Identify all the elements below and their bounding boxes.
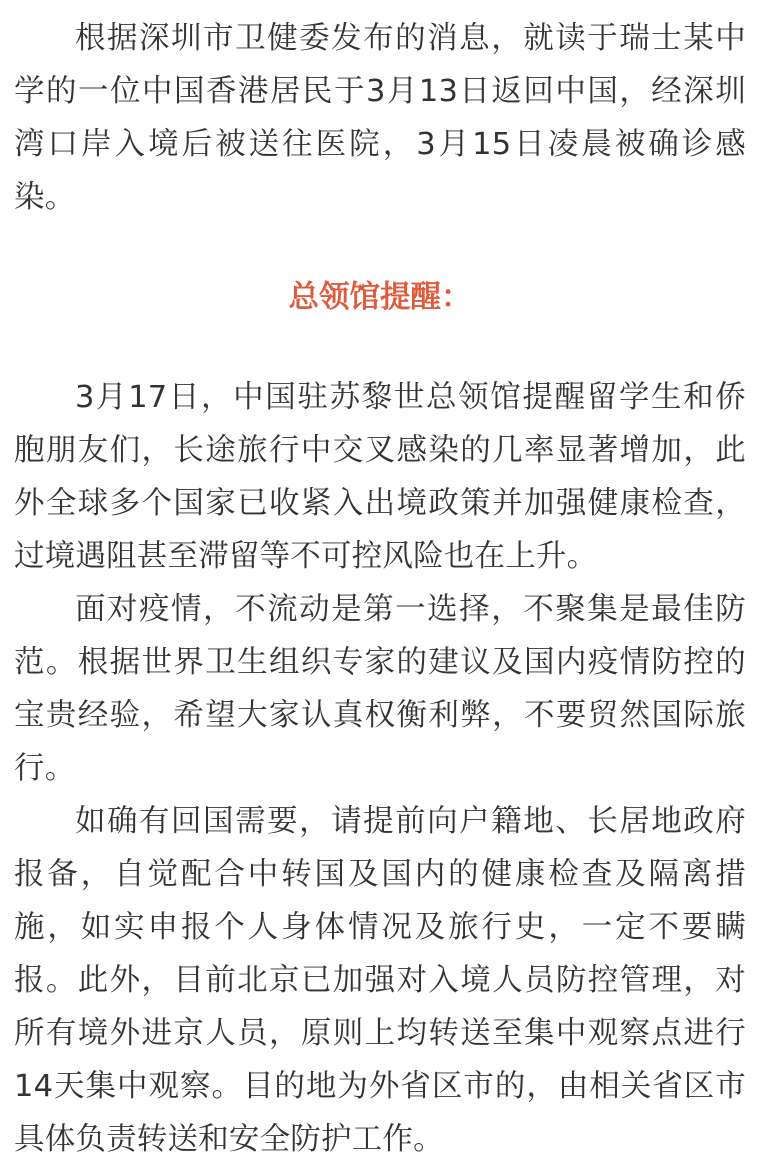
paragraph-travel-advice: 面对疫情，不流动是第一选择，不聚集是最佳防范。根据世界卫生组织专家的建议及国内疫情防控的宝贵经验，希望大家认真权衡利弊，不要贸然国际旅行。 (14, 592, 746, 786)
article-body (14, 0, 746, 1166)
section-heading-consulate-reminder: 总领馆提醒： (288, 280, 472, 315)
paragraph-return-requirements: 如确有回国需要，请提前向户籍地、长居地政府报备，自觉配合中转国及国内的健康检查及隔离措施，如实申报个人身体情况及旅行史，一定不要瞒报。此外，目前北京已加强对入境人员防控管理，对所有境外进京人员，原则上均转送至集中观察点进行14天集中观察。目的地为外省区市的，由相关省区市具体负责转送和安全防护工作。 (14, 804, 746, 1157)
paragraph-news-report: 根据深圳市卫健委发布的消息，就读于瑞士某中学的一位中国香港居民于3月13日返回中国，经深圳湾口岸入境后被送往医院，3月15日凌晨被确诊感染。 (14, 21, 746, 215)
paragraph-consulate-notice: 3月17日，中国驻苏黎世总领馆提醒留学生和侨胞朋友们，长途旅行中交叉感染的几率显著增加，此外全球多个国家已收紧入出境政策并加强健康检查，过境遇阻甚至滞留等不可控风险也在上升。 (14, 380, 746, 574)
